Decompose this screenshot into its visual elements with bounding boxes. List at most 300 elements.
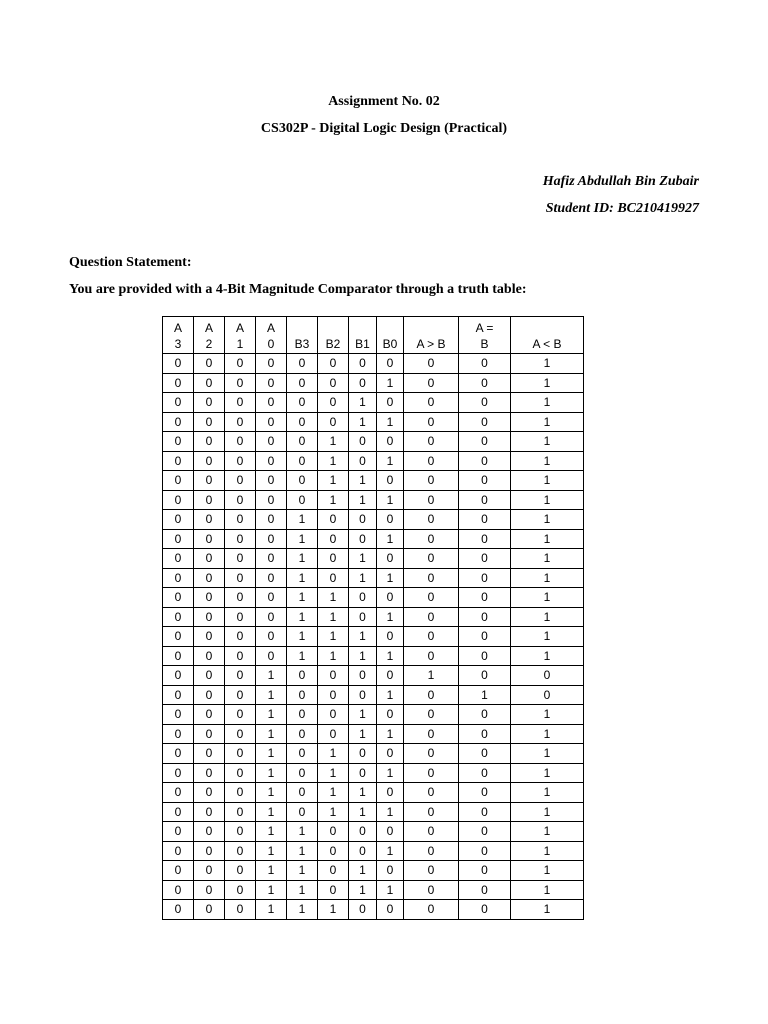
table-cell: 1: [511, 432, 584, 452]
table-cell: 0: [225, 841, 256, 861]
table-cell: 0: [287, 705, 318, 725]
table-cell: 1: [318, 627, 349, 647]
table-row: [163, 763, 584, 783]
table-cell: 0: [194, 763, 225, 783]
table-cell: 1: [287, 627, 318, 647]
table-cell: 0: [256, 393, 287, 413]
table-cell: 0: [459, 841, 511, 861]
table-cell: 0: [225, 880, 256, 900]
table-cell: 0: [225, 529, 256, 549]
table-cell: 0: [404, 354, 459, 374]
column-header-line2: 3: [174, 337, 182, 351]
table-cell: 1: [349, 549, 377, 569]
table-cell: 0: [256, 568, 287, 588]
table-cell: 0: [163, 705, 194, 725]
table-cell: 0: [225, 646, 256, 666]
table-cell: 0: [163, 412, 194, 432]
column-header-line2: 2: [205, 337, 213, 351]
table-cell: 0: [349, 451, 377, 471]
table-cell: 0: [163, 607, 194, 627]
table-cell: 0: [318, 666, 349, 686]
table-cell: 0: [163, 724, 194, 744]
table-cell: 1: [256, 900, 287, 920]
table-cell: 0: [194, 685, 225, 705]
table-cell: 0: [256, 432, 287, 452]
table-cell: 0: [163, 841, 194, 861]
table-cell: 1: [349, 880, 377, 900]
table-cell: 0: [256, 607, 287, 627]
table-row: [163, 646, 584, 666]
table-cell: 0: [194, 627, 225, 647]
table-cell: 1: [287, 861, 318, 881]
table-cell: 0: [194, 802, 225, 822]
table-cell: 1: [377, 490, 404, 510]
table-cell: 0: [349, 510, 377, 530]
truth-table: [162, 316, 584, 920]
table-cell: 1: [349, 724, 377, 744]
table-cell: 0: [256, 627, 287, 647]
table-cell: 0: [225, 802, 256, 822]
table-cell: 0: [404, 549, 459, 569]
table-cell: 1: [256, 744, 287, 764]
table-row: [163, 393, 584, 413]
table-cell: 1: [377, 841, 404, 861]
table-cell: 0: [163, 802, 194, 822]
table-cell: 1: [511, 763, 584, 783]
table-cell: 0: [287, 490, 318, 510]
table-cell: 0: [318, 861, 349, 881]
table-cell: 1: [287, 549, 318, 569]
table-cell: 0: [349, 588, 377, 608]
table-row: [163, 861, 584, 881]
table-cell: 1: [511, 627, 584, 647]
table-cell: 0: [256, 471, 287, 491]
table-cell: 0: [256, 373, 287, 393]
table-cell: 1: [511, 588, 584, 608]
column-header-line2: A > B: [416, 337, 446, 351]
table-cell: 1: [511, 744, 584, 764]
column-header-line2: 0: [267, 337, 275, 351]
table-row: [163, 510, 584, 530]
table-cell: 1: [287, 607, 318, 627]
table-cell: 0: [225, 451, 256, 471]
table-cell: 1: [511, 490, 584, 510]
table-cell: 0: [404, 900, 459, 920]
table-header-row: [163, 317, 584, 354]
table-cell: 0: [194, 568, 225, 588]
table-cell: 1: [511, 354, 584, 374]
table-cell: 0: [459, 783, 511, 803]
table-cell: 1: [349, 471, 377, 491]
table-cell: 0: [349, 822, 377, 842]
table-cell: 0: [318, 822, 349, 842]
table-cell: 0: [163, 646, 194, 666]
table-cell: 0: [459, 549, 511, 569]
table-cell: 1: [349, 705, 377, 725]
table-cell: 1: [377, 451, 404, 471]
table-cell: 0: [194, 705, 225, 725]
table-row: [163, 705, 584, 725]
column-header: [287, 317, 318, 354]
table-cell: 0: [377, 393, 404, 413]
table-cell: 1: [511, 802, 584, 822]
table-cell: 1: [287, 529, 318, 549]
table-cell: 0: [256, 646, 287, 666]
table-cell: 0: [404, 685, 459, 705]
table-cell: 0: [163, 783, 194, 803]
table-cell: 0: [404, 432, 459, 452]
table-cell: 0: [225, 354, 256, 374]
table-cell: 1: [511, 861, 584, 881]
table-cell: 0: [287, 744, 318, 764]
table-cell: 1: [256, 841, 287, 861]
table-cell: 0: [194, 841, 225, 861]
table-cell: 0: [377, 783, 404, 803]
table-row: [163, 588, 584, 608]
table-row: [163, 568, 584, 588]
table-cell: 0: [194, 529, 225, 549]
table-cell: 0: [349, 685, 377, 705]
table-cell: 0: [287, 354, 318, 374]
table-cell: 0: [194, 510, 225, 530]
assignment-title: Assignment No. 02: [328, 94, 440, 109]
table-cell: 0: [459, 705, 511, 725]
table-cell: 1: [377, 685, 404, 705]
table-cell: 1: [256, 724, 287, 744]
column-header-line1: A: [266, 321, 275, 335]
table-cell: 0: [377, 861, 404, 881]
table-cell: 0: [404, 627, 459, 647]
column-header-line1: A: [173, 321, 182, 335]
table-cell: 0: [194, 588, 225, 608]
table-cell: 0: [225, 666, 256, 686]
table-cell: 1: [511, 510, 584, 530]
table-cell: 0: [287, 685, 318, 705]
table-cell: 0: [377, 666, 404, 686]
table-cell: 1: [318, 763, 349, 783]
table-cell: 0: [287, 432, 318, 452]
table-row: [163, 412, 584, 432]
table-cell: 1: [349, 568, 377, 588]
table-cell: 0: [163, 549, 194, 569]
table-cell: 0: [404, 607, 459, 627]
table-cell: 1: [318, 646, 349, 666]
table-cell: 0: [377, 549, 404, 569]
table-cell: 0: [459, 568, 511, 588]
table-cell: 0: [163, 510, 194, 530]
table-cell: 0: [163, 490, 194, 510]
table-cell: 0: [163, 822, 194, 842]
table-cell: 0: [194, 724, 225, 744]
table-cell: 1: [318, 490, 349, 510]
table-cell: 0: [459, 510, 511, 530]
table-cell: 0: [256, 354, 287, 374]
table-cell: 0: [459, 822, 511, 842]
table-cell: 0: [163, 666, 194, 686]
table-cell: 1: [511, 646, 584, 666]
table-cell: 1: [377, 412, 404, 432]
table-cell: 0: [318, 373, 349, 393]
table-cell: 0: [459, 724, 511, 744]
table-cell: 1: [256, 822, 287, 842]
course-title: CS302P - Digital Logic Design (Practical): [260, 121, 508, 136]
table-cell: 0: [163, 685, 194, 705]
table-cell: 0: [163, 432, 194, 452]
table-cell: 0: [225, 744, 256, 764]
column-header: [256, 317, 287, 354]
table-cell: 1: [349, 646, 377, 666]
table-cell: 0: [404, 471, 459, 491]
table-cell: 0: [287, 783, 318, 803]
table-cell: 1: [404, 666, 459, 686]
table-cell: 0: [404, 646, 459, 666]
table-cell: 1: [377, 763, 404, 783]
table-cell: 0: [194, 783, 225, 803]
table-cell: 0: [256, 549, 287, 569]
table-cell: 1: [287, 900, 318, 920]
table-cell: 0: [163, 393, 194, 413]
table-cell: 0: [404, 568, 459, 588]
table-cell: 1: [287, 510, 318, 530]
table-cell: 0: [287, 373, 318, 393]
table-cell: 0: [459, 802, 511, 822]
table-cell: 0: [349, 841, 377, 861]
table-cell: 0: [256, 510, 287, 530]
table-cell: 0: [163, 451, 194, 471]
table-cell: 0: [194, 880, 225, 900]
table-cell: 0: [163, 471, 194, 491]
table-cell: 0: [377, 822, 404, 842]
table-cell: 0: [459, 490, 511, 510]
table-cell: 1: [377, 568, 404, 588]
table-cell: 0: [225, 627, 256, 647]
column-header-line2: A < B: [532, 337, 562, 351]
table-cell: 1: [511, 529, 584, 549]
table-cell: 0: [459, 666, 511, 686]
table-cell: 0: [404, 861, 459, 881]
table-cell: 1: [318, 783, 349, 803]
table-row: [163, 529, 584, 549]
table-cell: 0: [225, 471, 256, 491]
table-cell: 1: [349, 490, 377, 510]
table-row: [163, 783, 584, 803]
table-cell: 1: [511, 822, 584, 842]
table-cell: 1: [318, 802, 349, 822]
table-cell: 1: [377, 373, 404, 393]
table-cell: 0: [404, 724, 459, 744]
table-cell: 0: [349, 607, 377, 627]
column-header-line1: [318, 320, 348, 336]
table-cell: 0: [194, 490, 225, 510]
table-cell: 0: [318, 549, 349, 569]
table-cell: 0: [318, 393, 349, 413]
table-cell: 1: [511, 412, 584, 432]
table-cell: 0: [194, 666, 225, 686]
table-cell: 1: [349, 627, 377, 647]
table-row: [163, 841, 584, 861]
table-row: [163, 744, 584, 764]
table-cell: 0: [194, 451, 225, 471]
column-header-line2: B3: [294, 337, 310, 351]
table-cell: 1: [256, 802, 287, 822]
table-cell: 1: [287, 588, 318, 608]
table-cell: 0: [287, 724, 318, 744]
table-cell: 0: [459, 373, 511, 393]
table-row: [163, 373, 584, 393]
table-cell: 0: [318, 529, 349, 549]
table-cell: 0: [459, 763, 511, 783]
table-cell: 1: [256, 763, 287, 783]
table-cell: 0: [256, 588, 287, 608]
question-text: You are provided with a 4-Bit Magnitude Comparator through a truth table:: [69, 282, 527, 297]
table-cell: 0: [163, 861, 194, 881]
table-cell: 0: [194, 354, 225, 374]
table-cell: 0: [194, 744, 225, 764]
column-header-line2: 1: [236, 337, 244, 351]
table-cell: 1: [511, 373, 584, 393]
table-cell: 0: [459, 744, 511, 764]
column-header-line1: [404, 320, 458, 336]
column-header: [377, 317, 404, 354]
table-cell: 0: [225, 861, 256, 881]
table-cell: 1: [256, 705, 287, 725]
table-cell: 0: [318, 354, 349, 374]
table-cell: 0: [404, 841, 459, 861]
table-cell: 0: [194, 549, 225, 569]
table-cell: 1: [287, 822, 318, 842]
table-cell: 0: [459, 529, 511, 549]
table-cell: 0: [404, 880, 459, 900]
table-cell: 1: [511, 471, 584, 491]
table-cell: 1: [349, 393, 377, 413]
table-cell: 1: [318, 432, 349, 452]
table-cell: 0: [225, 549, 256, 569]
table-cell: 0: [225, 568, 256, 588]
table-cell: 0: [459, 412, 511, 432]
column-header: [459, 317, 511, 354]
column-header-line1: A: [235, 321, 244, 335]
table-row: [163, 471, 584, 491]
table-cell: 1: [256, 783, 287, 803]
table-cell: 0: [404, 529, 459, 549]
table-cell: 1: [377, 880, 404, 900]
table-cell: 0: [225, 373, 256, 393]
table-cell: 0: [459, 393, 511, 413]
table-cell: 0: [404, 373, 459, 393]
table-cell: 0: [349, 373, 377, 393]
table-cell: 0: [194, 646, 225, 666]
table-cell: 0: [318, 880, 349, 900]
table-cell: 1: [459, 685, 511, 705]
table-cell: 1: [256, 880, 287, 900]
table-row: [163, 549, 584, 569]
table-cell: 0: [318, 841, 349, 861]
table-cell: 1: [511, 783, 584, 803]
table-cell: 0: [225, 432, 256, 452]
table-cell: 0: [404, 802, 459, 822]
table-cell: 1: [377, 802, 404, 822]
table-cell: 0: [225, 763, 256, 783]
column-header-line1: [511, 320, 583, 336]
table-cell: 0: [194, 900, 225, 920]
column-header-line1: A =: [475, 321, 494, 335]
table-cell: 1: [318, 471, 349, 491]
table-cell: 0: [256, 490, 287, 510]
table-cell: 0: [287, 666, 318, 686]
table-cell: 0: [377, 705, 404, 725]
table-cell: 0: [256, 529, 287, 549]
table-cell: 1: [511, 900, 584, 920]
table-cell: 0: [163, 568, 194, 588]
column-header-line2: B2: [325, 337, 341, 351]
table-cell: 1: [256, 666, 287, 686]
table-cell: 0: [287, 412, 318, 432]
table-cell: 1: [511, 705, 584, 725]
table-cell: 1: [318, 900, 349, 920]
table-cell: 1: [511, 393, 584, 413]
table-cell: 1: [287, 841, 318, 861]
table-cell: 0: [225, 900, 256, 920]
table-cell: 1: [511, 841, 584, 861]
table-cell: 0: [225, 705, 256, 725]
table-cell: 1: [349, 802, 377, 822]
table-cell: 0: [404, 744, 459, 764]
table-cell: 1: [511, 607, 584, 627]
table-cell: 0: [404, 822, 459, 842]
table-body: [163, 354, 584, 920]
table-cell: 0: [377, 471, 404, 491]
table-cell: 0: [194, 393, 225, 413]
table-cell: 0: [459, 451, 511, 471]
table-cell: 0: [459, 607, 511, 627]
table-cell: 0: [349, 666, 377, 686]
table-cell: 1: [377, 529, 404, 549]
column-header-line2: B1: [355, 337, 370, 351]
table-cell: 0: [459, 646, 511, 666]
table-row: [163, 802, 584, 822]
table-row: [163, 432, 584, 452]
table-cell: 0: [287, 763, 318, 783]
table-cell: 1: [318, 607, 349, 627]
table-cell: 0: [349, 900, 377, 920]
table-cell: 0: [459, 627, 511, 647]
table-cell: 0: [318, 412, 349, 432]
table-cell: 0: [404, 412, 459, 432]
table-row: [163, 607, 584, 627]
table-cell: 0: [163, 627, 194, 647]
student-id: Student ID: BC210419927: [545, 201, 699, 216]
table-cell: 0: [225, 412, 256, 432]
column-header-line1: [287, 320, 317, 336]
table-cell: 0: [404, 393, 459, 413]
table-cell: 1: [349, 783, 377, 803]
table-cell: 0: [194, 432, 225, 452]
table-row: [163, 880, 584, 900]
column-header: [511, 317, 584, 354]
table-cell: 0: [377, 744, 404, 764]
table-cell: 0: [163, 529, 194, 549]
table-cell: 0: [194, 607, 225, 627]
table-cell: 0: [459, 861, 511, 881]
table-cell: 0: [459, 354, 511, 374]
table-cell: 0: [163, 880, 194, 900]
table-cell: 1: [256, 861, 287, 881]
column-header: [318, 317, 349, 354]
table-cell: 1: [349, 412, 377, 432]
column-header: [163, 317, 194, 354]
table-cell: 0: [287, 802, 318, 822]
table-cell: 0: [377, 354, 404, 374]
